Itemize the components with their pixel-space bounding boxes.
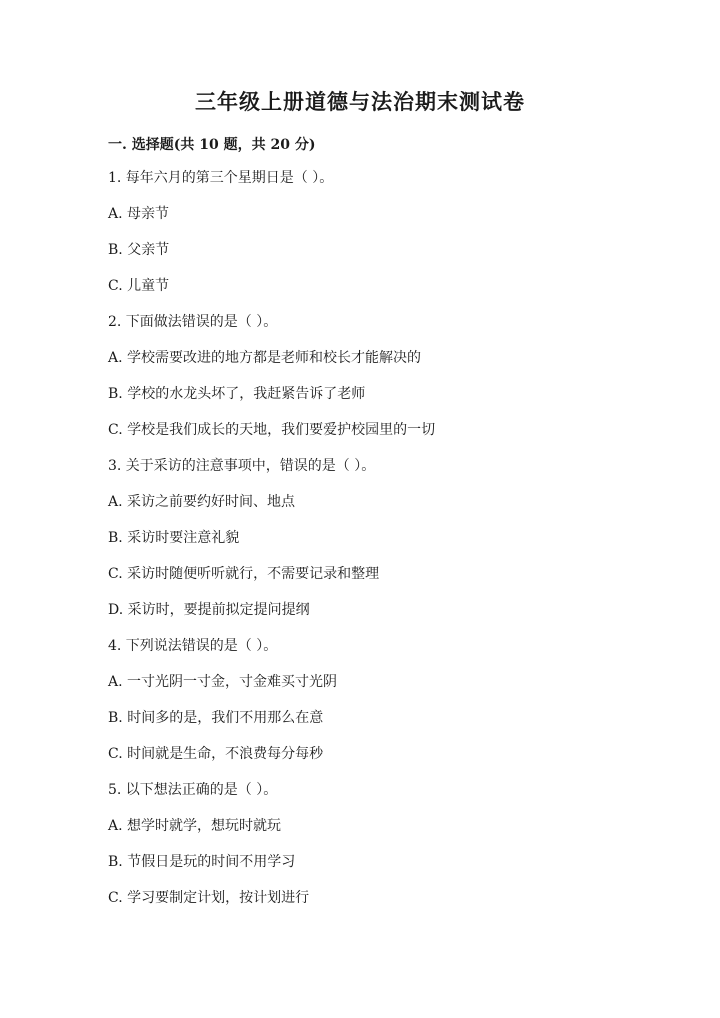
question-list (108, 164, 668, 920)
page-title: 三年级上册道德与法治期末测试卷 (195, 89, 525, 114)
option-text: A. 采访之前要约好时间、地点 (108, 494, 296, 510)
question-text: 4. 下列说法错误的是（ ）。 (108, 638, 278, 654)
option-text: C. 学习要制定计划，按计划进行 (108, 890, 310, 906)
option-text: B. 父亲节 (108, 242, 170, 258)
question-text: 3. 关于采访的注意事项中，错误的是（ ）。 (108, 458, 376, 474)
option-text: C. 学校是我们成长的天地，我们要爱护校园里的一切 (108, 422, 436, 438)
option-text: B. 学校的水龙头坏了，我赶紧告诉了老师 (108, 386, 366, 402)
option-text: C. 采访时随便听听就行，不需要记录和整理 (108, 566, 380, 582)
question-text: 1. 每年六月的第三个星期日是（ ）。 (108, 170, 334, 186)
option-text: D. 采访时，要提前拟定提问提纲 (108, 602, 310, 618)
question-text: 2. 下面做法错误的是（ ）。 (108, 314, 278, 330)
section-heading: 一. 选择题(共 10 题，共 20 分) (108, 137, 316, 153)
option-text: B. 采访时要注意礼貌 (108, 530, 240, 546)
option-text: A. 母亲节 (108, 206, 170, 222)
option-text: C. 儿童节 (108, 278, 170, 294)
option-text: A. 一寸光阴一寸金，寸金难买寸光阴 (108, 674, 338, 690)
option-text: B. 时间多的是，我们不用那么在意 (108, 710, 324, 726)
option-text: A. 想学时就学，想玩时就玩 (108, 818, 282, 834)
question-text: 5. 以下想法正确的是（ ）。 (108, 782, 278, 798)
option-text: B. 节假日是玩的时间不用学习 (108, 854, 296, 870)
option-text: C. 时间就是生命，不浪费每分每秒 (108, 746, 324, 762)
option-text: A. 学校需要改进的地方都是老师和校长才能解决的 (108, 350, 422, 366)
